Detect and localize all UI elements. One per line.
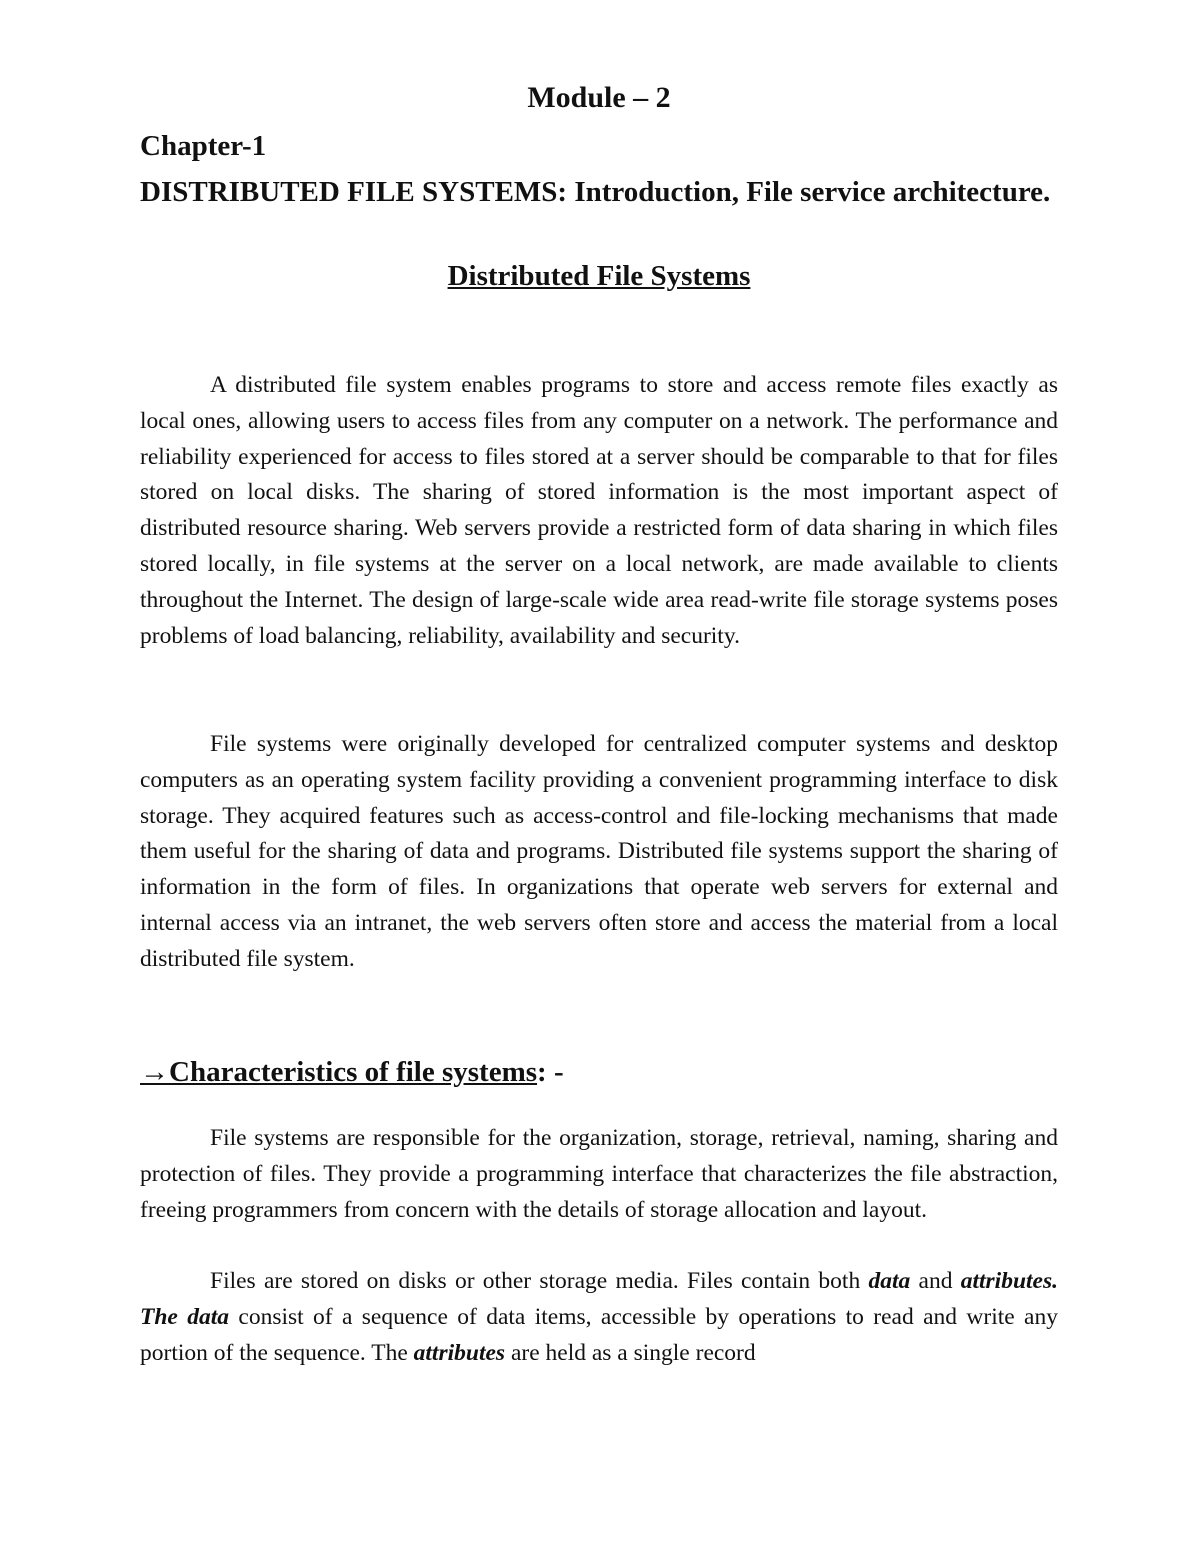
- text-segment: consist of a sequence of data items, accessible by operations to read and write any portion of the sequence. The: [140, 1303, 1058, 1366]
- emphasis-data: data: [187, 1303, 230, 1330]
- intro-paragraph-1: A distributed file system enables programs to store and access remote files exactly as local ones, allowing users to access files from any computer on a network. The performance and reliability experienced for access to files stored at a server should be comparable to that for files stored on local disks. The sharing of stored information is the most important aspect of distributed resource sharing. Web servers provide a restricted form of data sharing in which files stored locally, in file systems at the server on a local network, are made available to clients throughout the Internet. The design of large-scale wide area read-write file storage systems poses problems of load balancing, reliability, availability and security.: [140, 372, 1058, 649]
- characteristics-heading: [140, 1054, 564, 1090]
- emphasis-attributes: attributes: [960, 1268, 1053, 1294]
- text-segment: are held as a single record: [505, 1339, 756, 1366]
- text-segment: Files are stored on disks or other storage media. Files contain both: [210, 1268, 869, 1294]
- chapter-topics: DISTRIBUTED FILE SYSTEMS: Introduction, File service architecture.: [140, 176, 1051, 208]
- intro-paragraph-2: File systems were originally developed for centralized computer systems and desktop computers as an operating system facility providing a convenient programming interface to disk storage. They acquired features such as access-control and file-locking mechanisms that made them useful for the sharing of data and programs. Distributed file systems support the sharing of information in the form of files. In organizations that operate web servers for external and internal access via an intranet, the web servers often store and access the material from a local distributed file system.: [140, 731, 1058, 972]
- chapter-label: Chapter-1: [140, 130, 267, 162]
- characteristics-heading-suffix: : -: [537, 1056, 564, 1088]
- characteristics-paragraph-2: [140, 1264, 1058, 1371]
- text-segment: . The: [140, 1268, 1059, 1330]
- emphasis-attributes: attributes: [413, 1339, 506, 1366]
- section-title: Distributed File Systems: [447, 260, 751, 292]
- emphasis-data: data: [868, 1268, 911, 1294]
- characteristics-paragraph-1: File systems are responsible for the organization, storage, retrieval, naming, sharing and protection of files. They provide a programming interface that characterizes the file abstraction, freeing programmers from concern with the details of storage allocation and layout.: [140, 1125, 1058, 1223]
- arrow-icon: →: [140, 1056, 169, 1088]
- module-title: Module – 2: [527, 81, 671, 114]
- characteristics-heading-text: Characteristics of file systems: [169, 1056, 538, 1088]
- text-segment: and: [910, 1268, 961, 1294]
